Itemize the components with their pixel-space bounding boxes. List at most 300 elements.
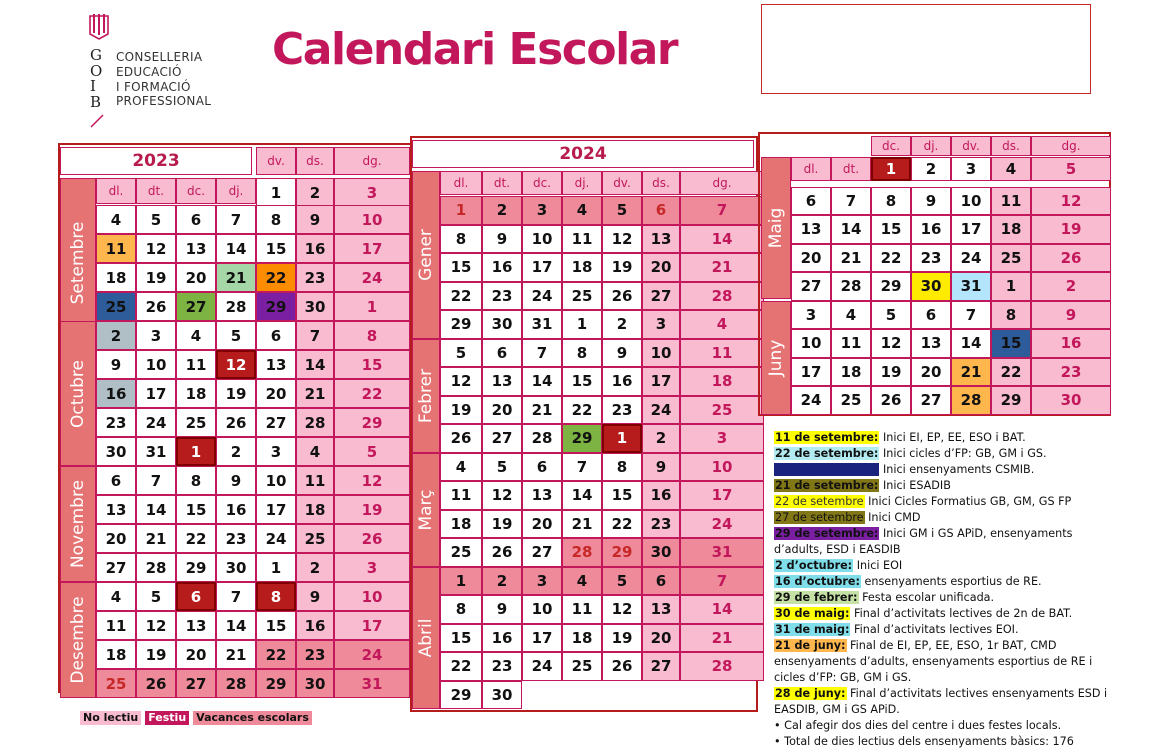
month-name: Gener bbox=[416, 228, 436, 281]
day-cell: 7 bbox=[522, 339, 562, 368]
day-cell: 24 bbox=[522, 652, 562, 681]
note-item bbox=[774, 590, 1109, 606]
day-cell: 9 bbox=[602, 339, 642, 368]
day-cell: 16 bbox=[482, 624, 522, 653]
day-cell: 31 bbox=[951, 272, 991, 301]
logo-word: CONSELLERIA bbox=[116, 50, 203, 64]
weekday-header: dl. bbox=[440, 171, 482, 195]
day-cell: 30 bbox=[96, 437, 136, 466]
day-cell: 12 bbox=[216, 350, 256, 379]
day-cell: 13 bbox=[642, 595, 680, 624]
day-cell: 21 bbox=[296, 379, 334, 408]
note-date: 28 de juny: bbox=[775, 687, 846, 700]
note-text: Final d’activitats lectives ensenyaments ESD i EASDIB, GM i GS APiD. bbox=[774, 687, 1108, 716]
day-cell: 15 bbox=[991, 329, 1031, 358]
day-cell: 13 bbox=[482, 367, 522, 396]
day-cell: 19 bbox=[136, 640, 176, 669]
day-cell: 27 bbox=[256, 408, 296, 437]
note-text: Festa escolar unificada. bbox=[858, 591, 995, 604]
day-cell: 21 bbox=[522, 396, 562, 425]
day-cell: 15 bbox=[256, 611, 296, 640]
logo-letter: O bbox=[90, 61, 103, 80]
day-cell: 16 bbox=[296, 234, 334, 263]
note-date: 21 de juny: bbox=[775, 639, 846, 652]
day-cell: 7 bbox=[136, 466, 176, 495]
day-cell: 30 bbox=[216, 553, 256, 582]
day-cell: 26 bbox=[216, 408, 256, 437]
day-cell: 25 bbox=[296, 524, 334, 553]
day-cell: 29 bbox=[562, 424, 602, 453]
day-cell: 14 bbox=[216, 611, 256, 640]
note-date: 30 de maig: bbox=[775, 607, 850, 620]
day-cell: 3 bbox=[522, 196, 562, 225]
day-cell: 8 bbox=[562, 339, 602, 368]
month-name: Maig bbox=[766, 207, 786, 249]
page-title: Calendari Escolar bbox=[272, 24, 678, 75]
day-cell: 12 bbox=[440, 367, 482, 396]
day-cell: 19 bbox=[1031, 215, 1111, 244]
day-cell: 1 bbox=[871, 157, 911, 181]
day-cell: 16 bbox=[296, 611, 334, 640]
day-cell: 25 bbox=[96, 669, 136, 698]
day-cell: 2 bbox=[482, 567, 522, 596]
weekday-header: dt. bbox=[136, 178, 176, 204]
day-cell: 9 bbox=[296, 205, 334, 234]
year-label: 2023 bbox=[60, 147, 252, 175]
day-cell: 7 bbox=[680, 196, 764, 225]
month-name: Desembre bbox=[68, 596, 88, 684]
day-cell: 11 bbox=[680, 339, 764, 368]
day-cell: 5 bbox=[136, 205, 176, 234]
note-text: Final d’activitats lectives de 2n de BAT. bbox=[850, 607, 1073, 620]
note-item bbox=[774, 622, 1109, 638]
day-cell: 14 bbox=[216, 234, 256, 263]
day-cell: 11 bbox=[562, 225, 602, 254]
day-cell: 26 bbox=[1031, 244, 1111, 273]
day-cell: 18 bbox=[96, 640, 136, 669]
month-label bbox=[412, 339, 440, 453]
day-cell: 1 bbox=[562, 310, 602, 339]
day-cell: 2 bbox=[482, 196, 522, 225]
day-cell: 4 bbox=[296, 437, 334, 466]
note-date: 16 d’octubre: bbox=[775, 575, 860, 588]
day-cell: 12 bbox=[482, 481, 522, 510]
day-cell: 25 bbox=[562, 652, 602, 681]
day-cell: 21 bbox=[216, 263, 256, 292]
day-cell: 27 bbox=[482, 424, 522, 453]
month-name: Abril bbox=[416, 618, 436, 658]
day-cell: 12 bbox=[136, 234, 176, 263]
day-cell: 28 bbox=[296, 408, 334, 437]
day-cell: 28 bbox=[522, 424, 562, 453]
day-cell: 9 bbox=[642, 453, 680, 482]
day-cell: 20 bbox=[642, 253, 680, 282]
logo-letter: G bbox=[90, 46, 102, 64]
day-cell: 8 bbox=[440, 225, 482, 254]
weekday-header: ds. bbox=[642, 171, 680, 195]
note-date: 31 de maig: bbox=[775, 623, 850, 636]
day-cell: 4 bbox=[562, 567, 602, 596]
note-item bbox=[774, 686, 1109, 718]
day-cell: 17 bbox=[334, 611, 410, 640]
day-cell: 24 bbox=[256, 524, 296, 553]
day-cell: 22 bbox=[871, 244, 911, 273]
day-cell: 1 bbox=[334, 292, 410, 321]
day-cell: 29 bbox=[334, 408, 410, 437]
day-cell: 3 bbox=[334, 553, 410, 582]
note-text: Inici cicles d’FP: GB, GM i GS. bbox=[879, 447, 1047, 460]
day-cell: 4 bbox=[831, 301, 871, 330]
day-cell: 22 bbox=[991, 358, 1031, 387]
day-cell: 26 bbox=[136, 292, 176, 321]
day-cell: 9 bbox=[482, 225, 522, 254]
day-cell: 9 bbox=[296, 582, 334, 611]
day-cell: 22 bbox=[562, 396, 602, 425]
day-cell: 8 bbox=[334, 321, 410, 350]
day-cell: 24 bbox=[522, 282, 562, 311]
day-cell: 25 bbox=[680, 396, 764, 425]
day-cell: 15 bbox=[256, 234, 296, 263]
day-cell: 5 bbox=[440, 339, 482, 368]
day-cell: 27 bbox=[642, 652, 680, 681]
month-name: Novembre bbox=[68, 479, 88, 569]
weekday-header: dg. bbox=[680, 171, 764, 195]
day-cell: 14 bbox=[951, 329, 991, 358]
day-cell: 27 bbox=[522, 538, 562, 567]
day-cell: 1 bbox=[991, 272, 1031, 301]
note-item bbox=[774, 606, 1109, 622]
day-cell: 29 bbox=[176, 553, 216, 582]
day-cell: 27 bbox=[791, 272, 831, 301]
day-cell: 22 bbox=[440, 282, 482, 311]
day-cell: 21 bbox=[951, 358, 991, 387]
day-cell: 24 bbox=[334, 640, 410, 669]
day-cell: 30 bbox=[482, 681, 522, 710]
note-item bbox=[774, 574, 1109, 590]
legend-item: Vacances escolars bbox=[193, 711, 312, 725]
note-date: 29 de setembre: bbox=[775, 527, 879, 540]
empty-box bbox=[761, 4, 1091, 94]
day-cell: 19 bbox=[334, 495, 410, 524]
weekday-header: ds. bbox=[296, 147, 334, 175]
day-cell: 18 bbox=[562, 624, 602, 653]
day-cell: 23 bbox=[296, 640, 334, 669]
notes-list bbox=[774, 430, 1109, 750]
day-cell: 27 bbox=[911, 386, 951, 415]
day-cell: 21 bbox=[562, 510, 602, 539]
day-cell: 29 bbox=[440, 681, 482, 710]
day-cell: 8 bbox=[176, 466, 216, 495]
day-cell: 23 bbox=[642, 510, 680, 539]
weekday-header: dg. bbox=[334, 147, 410, 175]
day-cell: 6 bbox=[522, 453, 562, 482]
day-cell: 16 bbox=[1031, 329, 1111, 358]
day-cell: 25 bbox=[176, 408, 216, 437]
month-label bbox=[60, 582, 96, 698]
day-cell: 24 bbox=[791, 386, 831, 415]
day-cell: 20 bbox=[642, 624, 680, 653]
logo-slash-icon bbox=[90, 114, 104, 128]
day-cell: 19 bbox=[482, 510, 522, 539]
day-cell: 17 bbox=[791, 358, 831, 387]
day-cell: 29 bbox=[256, 669, 296, 698]
day-cell: 10 bbox=[680, 453, 764, 482]
day-cell: 24 bbox=[951, 244, 991, 273]
day-cell: 2 bbox=[642, 424, 680, 453]
day-cell: 5 bbox=[871, 301, 911, 330]
day-cell: 14 bbox=[296, 350, 334, 379]
day-cell: 21 bbox=[680, 624, 764, 653]
day-cell: 8 bbox=[256, 582, 296, 611]
weekday-header: dv. bbox=[602, 171, 642, 195]
day-cell: 15 bbox=[871, 215, 911, 244]
legend-item: Festiu bbox=[145, 711, 189, 725]
day-cell: 9 bbox=[911, 187, 951, 216]
day-cell: 24 bbox=[334, 263, 410, 292]
day-cell: 8 bbox=[256, 205, 296, 234]
day-cell: 1 bbox=[176, 437, 216, 466]
day-cell: 4 bbox=[440, 453, 482, 482]
day-cell: 17 bbox=[522, 624, 562, 653]
weekday-header: dc. bbox=[522, 171, 562, 195]
day-cell: 24 bbox=[136, 408, 176, 437]
day-cell: 28 bbox=[136, 553, 176, 582]
day-cell: 10 bbox=[951, 187, 991, 216]
day-cell: 28 bbox=[951, 386, 991, 415]
day-cell: 15 bbox=[602, 481, 642, 510]
weekday-header: dl. bbox=[791, 157, 831, 181]
day-cell: 13 bbox=[96, 495, 136, 524]
day-cell: 20 bbox=[791, 244, 831, 273]
day-cell: 14 bbox=[562, 481, 602, 510]
day-cell: 23 bbox=[1031, 358, 1111, 387]
day-cell: 22 bbox=[256, 640, 296, 669]
day-cell: 29 bbox=[871, 272, 911, 301]
day-cell: 6 bbox=[482, 339, 522, 368]
weekday-header: dj. bbox=[562, 171, 602, 195]
day-cell: 13 bbox=[791, 215, 831, 244]
day-cell: 18 bbox=[96, 263, 136, 292]
note-text: Final de EI, EP, EE, ESO, 1r BAT, CMD ensenyaments d’adults, ensenyaments esportius de RE i cicles d’FP: GB, GM i GS. bbox=[774, 639, 1093, 684]
day-cell: 27 bbox=[642, 282, 680, 311]
note-item bbox=[774, 478, 1109, 494]
month-name: Setembre bbox=[68, 221, 88, 304]
goib-emblem-icon bbox=[88, 12, 110, 40]
note-item bbox=[774, 494, 1109, 510]
note-date: 27 de setembre bbox=[775, 511, 864, 524]
day-cell: 8 bbox=[440, 595, 482, 624]
day-cell: 8 bbox=[871, 187, 911, 216]
day-cell: 23 bbox=[602, 396, 642, 425]
day-cell: 25 bbox=[440, 538, 482, 567]
note-item bbox=[774, 558, 1109, 574]
day-cell: 3 bbox=[642, 310, 680, 339]
day-cell: 26 bbox=[482, 538, 522, 567]
day-cell: 31 bbox=[334, 669, 410, 698]
day-cell: 11 bbox=[176, 350, 216, 379]
weekday-header: dj. bbox=[216, 178, 256, 204]
day-cell: 14 bbox=[680, 225, 764, 254]
weekday-header: dc. bbox=[176, 178, 216, 204]
day-cell: 29 bbox=[440, 310, 482, 339]
day-cell: 12 bbox=[136, 611, 176, 640]
day-cell: 16 bbox=[216, 495, 256, 524]
weekday-header: dg. bbox=[1031, 136, 1111, 156]
day-cell: 26 bbox=[440, 424, 482, 453]
day-cell: 19 bbox=[216, 379, 256, 408]
day-cell: 16 bbox=[482, 253, 522, 282]
day-cell: 17 bbox=[256, 495, 296, 524]
day-cell: 27 bbox=[96, 553, 136, 582]
weekday-header: dl. bbox=[96, 178, 136, 204]
note-text: Inici EOI bbox=[853, 559, 903, 572]
day-cell: 7 bbox=[680, 567, 764, 596]
day-cell: 15 bbox=[440, 624, 482, 653]
day-cell: 1 bbox=[440, 567, 482, 596]
day-cell: 20 bbox=[176, 640, 216, 669]
logo-letter: B bbox=[90, 92, 102, 111]
day-cell: 21 bbox=[831, 244, 871, 273]
day-cell: 25 bbox=[831, 386, 871, 415]
note-date: 2 d’octubre: bbox=[775, 559, 853, 572]
note-item bbox=[774, 430, 1109, 446]
day-cell: 7 bbox=[216, 582, 256, 611]
month-label bbox=[761, 157, 791, 299]
logo-letter: I bbox=[90, 77, 96, 95]
day-cell: 16 bbox=[96, 379, 136, 408]
day-cell: 7 bbox=[216, 205, 256, 234]
day-cell: 19 bbox=[602, 624, 642, 653]
day-cell: 14 bbox=[136, 495, 176, 524]
day-cell: 5 bbox=[1031, 157, 1111, 181]
logo-words bbox=[116, 50, 211, 109]
note-text: • Cal afegir dos dies del centre i dues festes locals. bbox=[774, 719, 1062, 732]
day-cell: 20 bbox=[522, 510, 562, 539]
day-cell: 11 bbox=[831, 329, 871, 358]
day-cell: 20 bbox=[176, 263, 216, 292]
day-cell: 1 bbox=[602, 424, 642, 453]
day-cell: 10 bbox=[334, 205, 410, 234]
day-cell: 1 bbox=[256, 178, 296, 207]
day-cell: 11 bbox=[96, 234, 136, 263]
day-cell: 5 bbox=[136, 582, 176, 611]
month-label bbox=[412, 567, 440, 710]
day-cell: 19 bbox=[440, 396, 482, 425]
day-cell: 9 bbox=[1031, 301, 1111, 330]
day-cell: 29 bbox=[991, 386, 1031, 415]
month-label bbox=[60, 321, 96, 466]
day-cell: 12 bbox=[334, 466, 410, 495]
day-cell: 3 bbox=[136, 321, 176, 350]
day-cell: 18 bbox=[680, 367, 764, 396]
day-cell: 2 bbox=[296, 553, 334, 582]
day-cell: 7 bbox=[296, 321, 334, 350]
month-name: Febrer bbox=[416, 368, 436, 423]
day-cell: 8 bbox=[991, 301, 1031, 330]
day-cell: 2 bbox=[1031, 272, 1111, 301]
day-cell: 6 bbox=[911, 301, 951, 330]
day-cell: 6 bbox=[791, 187, 831, 216]
note-date: 22 de setembre: bbox=[775, 447, 879, 460]
day-cell: 26 bbox=[871, 386, 911, 415]
day-cell: 7 bbox=[951, 301, 991, 330]
day-cell: 17 bbox=[680, 481, 764, 510]
note-item bbox=[774, 718, 1109, 734]
legend bbox=[80, 711, 312, 725]
day-cell: 10 bbox=[642, 339, 680, 368]
note-item bbox=[774, 510, 1109, 526]
day-cell: 30 bbox=[482, 310, 522, 339]
note-date: 29 de febrer: bbox=[775, 591, 858, 604]
day-cell: 27 bbox=[176, 669, 216, 698]
logo-word: EDUCACIÓ bbox=[116, 64, 182, 79]
day-cell: 2 bbox=[216, 437, 256, 466]
note-text: Inici Cicles Formatius GB, GM, GS FP bbox=[864, 495, 1072, 508]
logo-word: I FORMACIÓ bbox=[116, 79, 191, 94]
day-cell: 7 bbox=[562, 453, 602, 482]
month-label bbox=[412, 171, 440, 339]
day-cell: 29 bbox=[602, 538, 642, 567]
note-text: ensenyaments esportius de RE. bbox=[860, 575, 1042, 588]
note-text: • Total de dies lectius dels ensenyaments bàsics: 176 bbox=[774, 735, 1074, 748]
day-cell: 13 bbox=[642, 225, 680, 254]
day-cell: 18 bbox=[562, 253, 602, 282]
day-cell: 17 bbox=[522, 253, 562, 282]
day-cell: 18 bbox=[440, 510, 482, 539]
goib-logo bbox=[88, 12, 248, 127]
day-cell: 23 bbox=[216, 524, 256, 553]
day-cell: 12 bbox=[871, 329, 911, 358]
day-cell: 28 bbox=[680, 652, 764, 681]
day-cell: 25 bbox=[991, 244, 1031, 273]
note-item bbox=[774, 638, 1109, 686]
day-cell: 21 bbox=[136, 524, 176, 553]
day-cell: 11 bbox=[440, 481, 482, 510]
day-cell: 14 bbox=[831, 215, 871, 244]
day-cell: 8 bbox=[602, 453, 642, 482]
day-cell: 5 bbox=[602, 567, 642, 596]
day-cell: 14 bbox=[522, 367, 562, 396]
day-cell: 25 bbox=[96, 292, 136, 321]
day-cell: 23 bbox=[482, 652, 522, 681]
month-name: Juny bbox=[766, 339, 786, 376]
day-cell: 28 bbox=[216, 292, 256, 321]
day-cell: 22 bbox=[334, 379, 410, 408]
note-text: Inici ensenyaments CSMIB. bbox=[879, 463, 1035, 476]
day-cell: 25 bbox=[562, 282, 602, 311]
day-cell: 3 bbox=[522, 567, 562, 596]
day-cell: 10 bbox=[256, 466, 296, 495]
day-cell: 6 bbox=[256, 321, 296, 350]
day-cell: 28 bbox=[680, 282, 764, 311]
day-cell: 3 bbox=[951, 157, 991, 181]
day-cell: 31 bbox=[680, 538, 764, 567]
note-date: 11 de setembre: bbox=[775, 431, 879, 444]
day-cell: 22 bbox=[440, 652, 482, 681]
month-name: Octubre bbox=[68, 359, 88, 428]
day-cell: 20 bbox=[911, 358, 951, 387]
day-cell: 26 bbox=[334, 524, 410, 553]
day-cell: 30 bbox=[296, 292, 334, 321]
day-cell: 31 bbox=[136, 437, 176, 466]
day-cell: 3 bbox=[791, 301, 831, 330]
day-cell: 28 bbox=[216, 669, 256, 698]
day-cell: 29 bbox=[256, 292, 296, 321]
month-label bbox=[761, 301, 791, 415]
day-cell: 12 bbox=[1031, 187, 1111, 216]
day-cell: 4 bbox=[991, 157, 1031, 181]
day-cell: 1 bbox=[440, 196, 482, 225]
